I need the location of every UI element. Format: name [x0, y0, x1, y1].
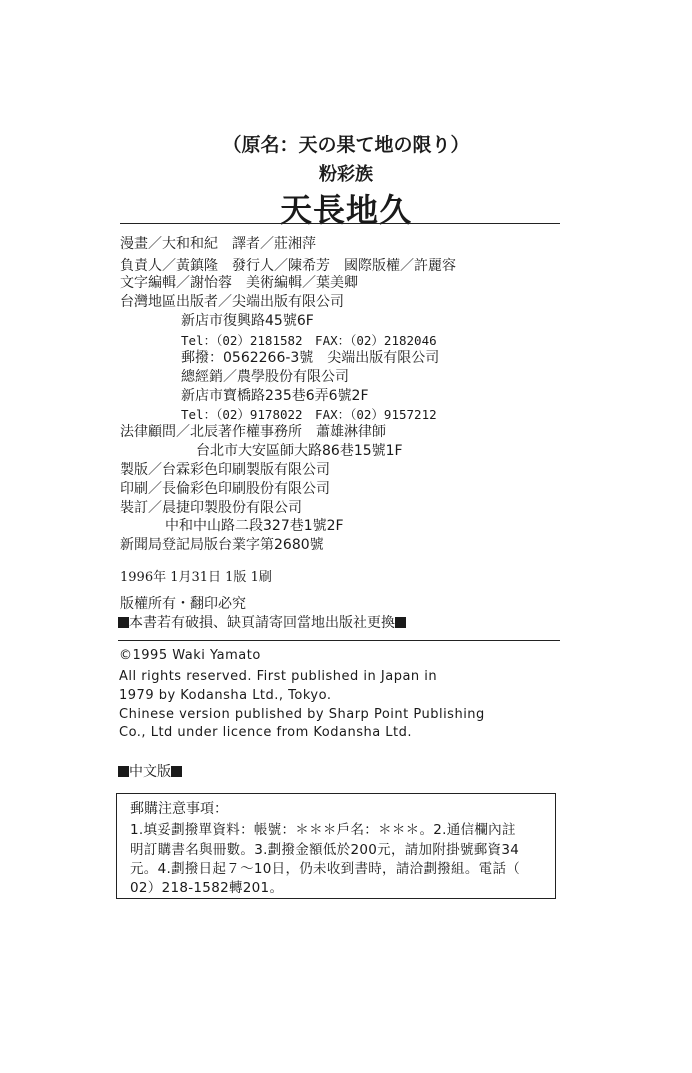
binder: 裝訂／晨捷印製股份有限公司	[120, 500, 302, 516]
distributor-tel-fax: Tel：（02）9178022 FAX：（02）9157212	[181, 407, 437, 422]
publisher-tel-fax: Tel：（02）2181582 FAX：（02）2182046	[181, 333, 437, 348]
damaged-notice-text: 本書若有破損、缺頁請寄回當地出版社更換	[129, 615, 395, 631]
mail-order-line-3: 元。4.劃撥日起７～10日，仍未收到書時，請洽劃撥組。電話（	[130, 861, 521, 877]
english-rights-line-4: Co., Ltd under licence from Kodansha Ltd.	[119, 725, 413, 740]
mail-order-line-4: 02）218-1582轉201。	[130, 880, 284, 896]
credits-artist-translator: 漫畫／大和和紀 譯者／莊湘萍	[120, 236, 316, 252]
credits-editors: 文字編輯／謝怡蓉 美術編輯／葉美卿	[120, 275, 358, 291]
series-name: 粉彩族	[319, 164, 373, 185]
mail-order-line-2: 明訂購書名與冊數。3.劃撥金額低於200元，請加附掛號郵資34	[130, 842, 520, 858]
legal-counsel: 法律顧問／北辰著作權事務所 蕭雄淋律師	[120, 424, 386, 440]
book-title: 天長地久	[279, 191, 412, 229]
chinese-edition-text: 中文版	[129, 764, 171, 780]
chinese-edition-label	[118, 761, 182, 781]
damaged-book-notice	[118, 612, 406, 632]
printer: 印刷／長倫彩色印刷股份有限公司	[120, 481, 330, 497]
english-rights-line-1: All rights reserved. First published in Japan in	[119, 669, 438, 684]
english-rights-line-2: 1979 by Kodansha Ltd., Tokyo.	[119, 688, 332, 703]
mail-order-title: 郵購注意事項：	[130, 801, 228, 817]
black-square-left	[118, 617, 129, 628]
binder-address: 中和中山路二段327巷1號2F	[165, 518, 344, 534]
registration-number: 新聞局登記局版台業字第2680號	[120, 537, 324, 553]
black-square-right	[395, 617, 406, 628]
credits-publisher: 台灣地區出版者／尖端出版有限公司	[120, 294, 344, 310]
copyright-notice: ©1995 Waki Yamato	[119, 648, 261, 663]
edition-date: 1996年 1月31日 1版 1刷	[120, 570, 272, 585]
original-title: （原名：天の果て地の限り）	[222, 134, 470, 156]
plate-maker: 製版／台霖彩色印刷製版有限公司	[120, 462, 330, 478]
mail-order-line-1: 1.填妥劃撥單資料：帳號：＊＊＊戶名：＊＊＊。2.通信欄內註	[130, 822, 516, 838]
black-square-left	[118, 766, 129, 777]
legal-address: 台北市大安區師大路86巷15號1F	[196, 443, 403, 459]
distributor: 總經銷／農學股份有限公司	[181, 369, 349, 385]
middle-divider	[118, 640, 560, 641]
top-divider	[120, 223, 560, 224]
rights-reserved: 版權所有・翻印必究	[120, 596, 246, 612]
english-rights-line-3: Chinese version published by Sharp Point Publishing	[119, 707, 485, 722]
publisher-postal-account: 郵撥：0562266-3號 尖端出版有限公司	[181, 350, 440, 366]
credits-publisher-staff: 負責人／黃鎮隆 發行人／陳希芳 國際版權／許麗容	[120, 258, 456, 274]
publisher-address: 新店市復興路45號6F	[181, 313, 314, 329]
distributor-address: 新店市寶橋路235巷6弄6號2F	[181, 388, 369, 404]
black-square-right	[171, 766, 182, 777]
